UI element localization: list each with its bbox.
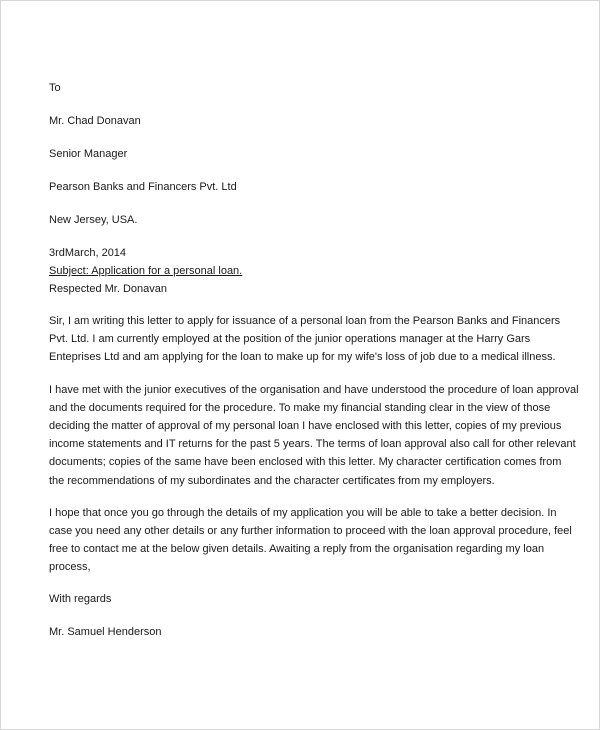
paragraph-line: process,: [49, 561, 91, 574]
salutation: Respected Mr. Donavan: [49, 283, 168, 295]
letter-date: 3rdMarch, 2014: [49, 247, 127, 259]
to-label: To: [49, 82, 61, 94]
paragraph-line: and the documents required for the procedure. To make my financial standing clear in the view of those: [49, 401, 551, 414]
paragraph-line: case you need any other details or any further information to proceed with the loan approval procedure, feel: [49, 525, 572, 538]
paragraph-line: Enteprises Ltd and am applying for the loan to make up for my wife's loss of job due to a medical illness.: [49, 351, 556, 364]
paragraph-closing-request: [49, 504, 572, 577]
paragraph-line: the recommendations of my subordinates and the character certificates from my employers.: [49, 474, 495, 487]
paragraph-line: Pvt. Ltd. I am currently employed at the position of the junior operations manager at the Harry Gars: [49, 333, 531, 346]
paragraph-details: [49, 381, 579, 490]
recipient-location: New Jersey, USA.: [49, 214, 138, 226]
paragraph-line: deciding the matter of approval of my personal loan I have enclosed with this letter, copies of my previous: [49, 420, 562, 433]
letter-body: [49, 79, 579, 641]
signature-name: Mr. Samuel Henderson: [49, 625, 162, 638]
paragraph-line: Sir, I am writing this letter to apply for issuance of a personal loan from the Pearson Banks and Financers: [49, 315, 561, 327]
recipient-name: Mr. Chad Donavan: [49, 115, 141, 127]
subject-line: Subject: Application for a personal loan.: [49, 265, 243, 277]
closing: With regards: [49, 592, 112, 605]
recipient-title: Senior Manager: [49, 148, 128, 160]
paragraph-line: I hope that once you go through the details of my application you will be able to take a better decision. In: [49, 506, 557, 519]
paragraph-line: I have met with the junior executives of the organisation and have understood the procedure of loan approval: [49, 383, 579, 396]
paragraph-line: documents; copies of the same have been enclosed with this letter. My character certification comes from: [49, 456, 562, 469]
paragraph-line: free to contact me at the below given details. Awaiting a reply from the organisation regarding my loan: [49, 543, 545, 556]
paragraph-intro: [49, 312, 561, 367]
paragraph-line: income statements and IT returns for the past 5 years. The terms of loan approval also call for other relevant: [49, 438, 576, 451]
recipient-company: Pearson Banks and Financers Pvt. Ltd: [49, 181, 237, 193]
